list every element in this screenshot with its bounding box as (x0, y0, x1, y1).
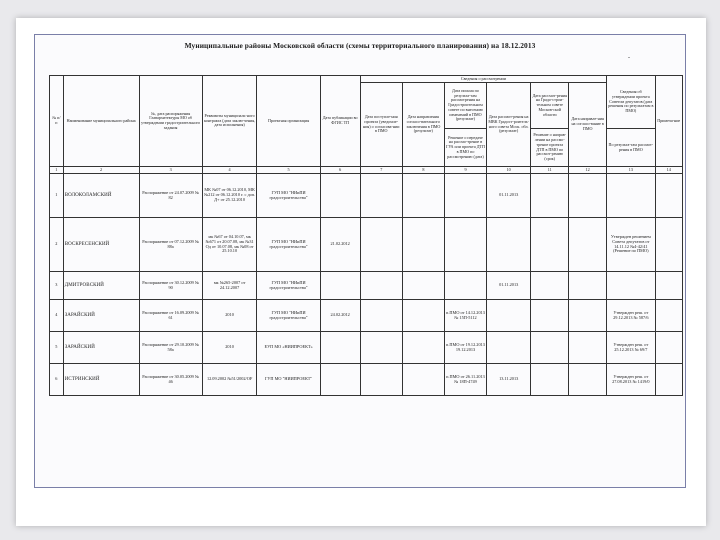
col-number: 10 (487, 167, 531, 174)
table-row (50, 300, 683, 332)
contract-cell: 12.09.2002 №51/2002/OF (202, 364, 257, 396)
cell-12 (569, 174, 607, 218)
table-row (50, 174, 683, 218)
col-number: 4 (202, 167, 257, 174)
scanned-document (34, 34, 686, 488)
cell-10 (487, 218, 531, 272)
organization-cell: ГУП МО "НИиПИ градостроительства" (257, 300, 320, 332)
district-name: ИСТРИНСКИЙ (63, 364, 139, 396)
cell-14 (655, 174, 682, 218)
header-col-9: Дата письма по результа-там рассмотрения на Градостроительном совете по внесению изменений в ПМО (результат) (444, 83, 486, 129)
header-col-10: Дата рассмот-рения на МВК Градост-роитель-ного совета Моск. обл. (результат) (487, 83, 531, 167)
col-number: 14 (655, 167, 682, 174)
header-sub-11: Решение о направ-лении на рассмо-трение проекта ДТП в ПМО по рассмот-рению (срок) (531, 129, 569, 167)
cell-8 (402, 300, 444, 332)
header-row (50, 76, 683, 83)
header-sub-13: По результа-там рассмот-рения в ПМО (607, 129, 655, 167)
col-number: 12 (569, 167, 607, 174)
row-number: 6 (50, 364, 64, 396)
cell-13 (607, 174, 655, 218)
cell-11 (531, 174, 569, 218)
row-number: 1 (50, 174, 64, 218)
cell-9: п.ПМО от 26.11.2013 № 18П-4749 (444, 364, 486, 396)
order-cell: Распоряжение от 16.09.2009 № 61 (139, 300, 202, 332)
col-number: 2 (63, 167, 139, 174)
cell-9: п.ПМО от 14.12.2013 № 15П-5112 (444, 300, 486, 332)
cell-13: Утвержден реш. от 27.08.2013 № 1419/0 (607, 364, 655, 396)
cell-14 (655, 300, 682, 332)
header-col-11: Дата рассмот-рения на Градо-строи-тельном совете Москов-ской области (531, 83, 569, 129)
contract-cell: 2010 (202, 300, 257, 332)
cell-10: 01.11.2013 (487, 272, 531, 300)
cell-12 (569, 300, 607, 332)
cell-14 (655, 272, 682, 300)
cell-12 (569, 272, 607, 300)
cell-7 (360, 300, 402, 332)
publication-cell (320, 332, 360, 364)
header-col-6: Дата публикации во ФГИС ТП (320, 76, 360, 167)
col-number: 11 (531, 167, 569, 174)
row-number: 5 (50, 332, 64, 364)
row-number: 4 (50, 300, 64, 332)
district-name: ДМИТРОВСКИЙ (63, 272, 139, 300)
district-name: ВОЛОКОЛАМСКИЙ (63, 174, 139, 218)
cell-12 (569, 218, 607, 272)
stray-mark: . (628, 51, 630, 60)
col-number: 5 (257, 167, 320, 174)
header-col-13: Сведения об утверждении проекта Советом депутатов (дата решения по результатам в ПМО) (607, 76, 655, 129)
cell-10: 13.11.2013 (487, 364, 531, 396)
order-cell: Распоряжение от 29.10.2009 № 58а (139, 332, 202, 364)
cell-14 (655, 332, 682, 364)
cell-13: Утвержден реш. от 25.12.2013 № 69/7 (607, 332, 655, 364)
cell-11 (531, 218, 569, 272)
col-number: 9 (444, 167, 486, 174)
col-number: 1 (50, 167, 64, 174)
contract-cell: 2010 (202, 332, 257, 364)
cell-8 (402, 332, 444, 364)
header-group: Сведения о рассмотрении (360, 76, 606, 83)
order-cell: Распоряжение от 24.07.2009 № 82 (139, 174, 202, 218)
cell-7 (360, 332, 402, 364)
contract-cell: мк №67 от 04.10.07, мк №671 от 20.07.08, мк №31 Од от 10.07.08, мк №08 от 25.10.10 (202, 218, 257, 272)
slide-page (16, 18, 706, 526)
publication-cell (320, 174, 360, 218)
organization-cell: ГУП МО "НИиПИ градостроительства" (257, 174, 320, 218)
cell-11 (531, 364, 569, 396)
col-number: 7 (360, 167, 402, 174)
order-cell: Распоряжение от 07.12.2009 № 88а (139, 218, 202, 272)
district-name: ВОСКРЕСЕНСКИЙ (63, 218, 139, 272)
district-name: ЗАРАЙСКИЙ (63, 332, 139, 364)
table-row (50, 332, 683, 364)
order-cell: Распоряжение от 30.05.2009 № 46 (139, 364, 202, 396)
cell-11 (531, 300, 569, 332)
header-col-2: Наименование муниципального района (63, 76, 139, 167)
cell-14 (655, 218, 682, 272)
col-number: 6 (320, 167, 360, 174)
order-cell: Распоряжение от 30.12.2009 № 90 (139, 272, 202, 300)
cell-9: п.ПМО от 19.12.2013 19.12.2013 (444, 332, 486, 364)
header-col-7: Дата поступле-ния проекта (уведомле-ния) о согласова-нии в ПМО (360, 83, 402, 167)
cell-11 (531, 272, 569, 300)
cell-8 (402, 174, 444, 218)
planning-table (49, 75, 683, 396)
row-number: 2 (50, 218, 64, 272)
cell-9 (444, 174, 486, 218)
col-number: 3 (139, 167, 202, 174)
cell-9 (444, 272, 486, 300)
organization-cell: ГУП МО "НИИПРОЕКТ" (257, 364, 320, 396)
district-name: ЗАРАЙСКИЙ (63, 300, 139, 332)
header-col-5: Проектная организация (257, 76, 320, 167)
cell-8 (402, 364, 444, 396)
cell-13 (607, 272, 655, 300)
table-row (50, 218, 683, 272)
header-sub-9: Решение о передаче на рассмо-трение в ГУА или проекта ДТП в ПМО по рассмотрению (дата) (444, 129, 486, 167)
organization-cell: ГУП МО "НИиПИ градостроительства" (257, 272, 320, 300)
column-number-row (50, 167, 683, 174)
cell-8 (402, 218, 444, 272)
cell-11 (531, 332, 569, 364)
cell-7 (360, 272, 402, 300)
publication-cell (320, 272, 360, 300)
organization-cell: ЕУП МО «НИИПРОЕКТ» (257, 332, 320, 364)
header-col-8: Дата направления согласо-вательного заключения в ПМО (результат) (402, 83, 444, 167)
contract-cell: МК №07 от 06.12.2010, МК №212 от 06.12.2010 г. с доп. Д+ от 25.12.2010 (202, 174, 257, 218)
header-col-14: Примеча-ние (655, 76, 682, 167)
publication-cell: 21.02.2012 (320, 218, 360, 272)
col-number: 13 (607, 167, 655, 174)
table-row (50, 272, 683, 300)
cell-14 (655, 364, 682, 396)
cell-7 (360, 218, 402, 272)
cell-13: Утвержден решением Совета депутатов от 14.11.12 №4-42/41 (Решение по ПМО) (607, 218, 655, 272)
cell-9 (444, 218, 486, 272)
contract-cell: мк №265-2007 от 24.12.2007 (202, 272, 257, 300)
cell-7 (360, 364, 402, 396)
cell-10 (487, 332, 531, 364)
header-col-1: № п/ п (50, 76, 64, 167)
col-number: 8 (402, 167, 444, 174)
cell-12 (569, 332, 607, 364)
cell-7 (360, 174, 402, 218)
row-number: 3 (50, 272, 64, 300)
publication-cell (320, 364, 360, 396)
organization-cell: ГУП МО "НИиПИ градостроительства" (257, 218, 320, 272)
table-row (50, 364, 683, 396)
header-col-3: №, дата распоряжения Главархитектуры МО об утверждении градостроительного задания (139, 76, 202, 167)
cell-10: 01.11.2013 (487, 174, 531, 218)
cell-10 (487, 300, 531, 332)
cell-12 (569, 364, 607, 396)
cell-8 (402, 272, 444, 300)
header-col-12: Дата направле-ния на согласо-вание в ПМО (569, 83, 607, 167)
header-col-4: Реквизиты муниципаль-ного контракта (дата заклю-чения, дата исполнения) (202, 76, 257, 167)
publication-cell: 24.02.2012 (320, 300, 360, 332)
cell-13: Утвержден реш. от 29.12.2013 № 587/6 (607, 300, 655, 332)
document-title: Муниципальные районы Московской области (схемы территориального планирования) на 18.12.2013 (184, 41, 536, 50)
